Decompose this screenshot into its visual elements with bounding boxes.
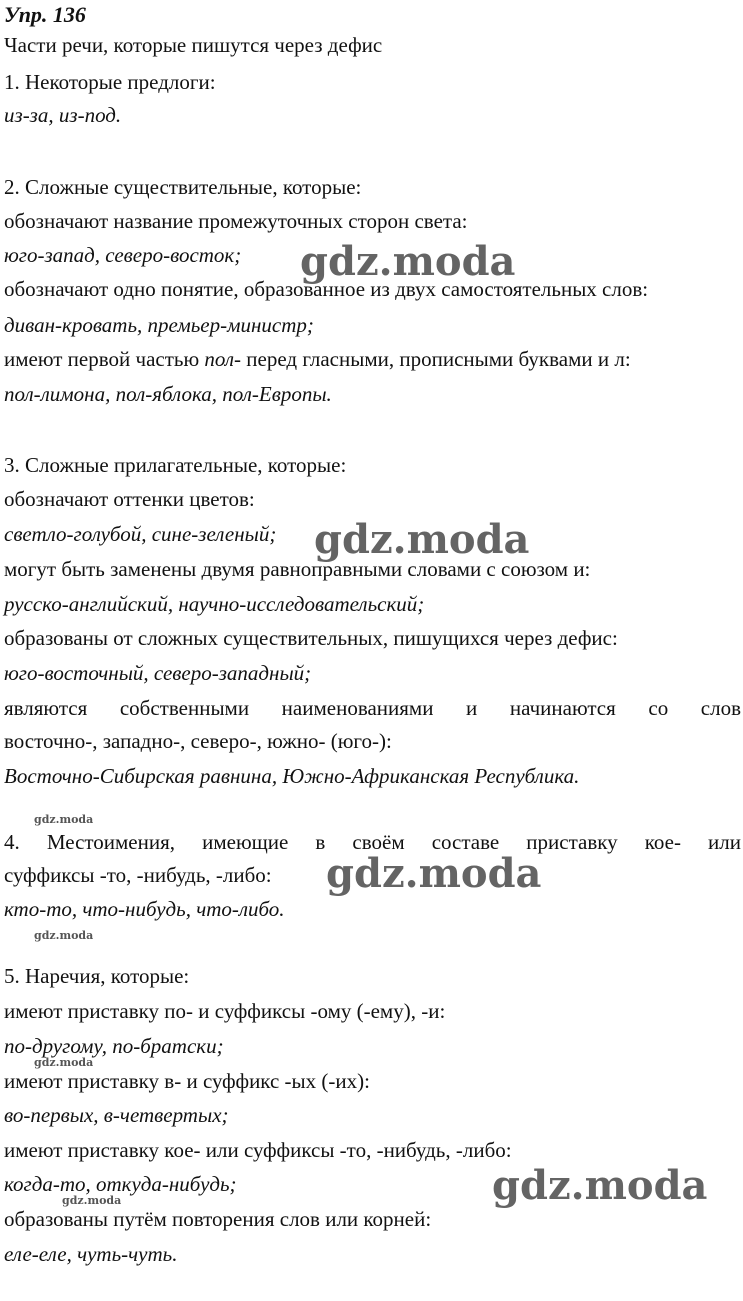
section-5-rule-4: образованы путём повторения слов или корней: bbox=[4, 1207, 432, 1231]
section-5-example-2: во-первых, в-четвертых; bbox=[4, 1103, 229, 1127]
section-2-example-2: диван-кровать, премьер-министр; bbox=[4, 313, 314, 337]
section-3-example-1: светло-голубой, сине-зеленый; bbox=[4, 522, 277, 546]
section-4-header-line-2: суффиксы -то, -нибудь, -либо: bbox=[4, 863, 272, 887]
watermark-small: gdz.moda bbox=[62, 1194, 122, 1207]
section-2-rule-2: обозначают одно понятие, образованное из двух самостоятельных слов: bbox=[4, 277, 649, 301]
watermark-logo: gdz.moda bbox=[300, 238, 516, 285]
section-2-rule-3-pre: имеют первой частью bbox=[4, 347, 205, 371]
watermark-small: gdz.moda bbox=[34, 929, 94, 942]
watermark-small: gdz.moda bbox=[34, 813, 94, 826]
section-2-rule-3-italic: пол- bbox=[204, 347, 242, 371]
section-1-header: 1. Некоторые предлоги: bbox=[4, 70, 216, 94]
section-3-rule-2: могут быть заменены двумя равноправными словами с союзом и: bbox=[4, 557, 591, 581]
watermark-small: gdz.moda bbox=[34, 1056, 94, 1069]
section-2-header: 2. Сложные существительные, которые: bbox=[4, 175, 362, 199]
section-5-example-1: по-другому, по-братски; bbox=[4, 1034, 224, 1058]
section-3-header: 3. Сложные прилагательные, которые: bbox=[4, 453, 347, 477]
watermark-logo: gdz.moda bbox=[326, 850, 542, 897]
section-3-rule-4-line-1: являются собственными наименованиями и начинаются со слов bbox=[4, 696, 741, 720]
section-3-rule-4-line-2: восточно-, западно-, северо-, южно- (юго-): bbox=[4, 729, 392, 753]
watermark-logo: gdz.moda bbox=[314, 516, 530, 563]
section-5-example-4: еле-еле, чуть-чуть. bbox=[4, 1242, 178, 1266]
section-5-rule-2: имеют приставку в- и суффикс -ых (-их): bbox=[4, 1069, 370, 1093]
section-3-rule-1: обозначают оттенки цветов: bbox=[4, 487, 255, 511]
section-2-rule-3 bbox=[4, 346, 631, 372]
section-3-example-2: русско-английский, научно-исследовательский; bbox=[4, 592, 425, 616]
section-5-example-3: когда-то, откуда-нибудь; bbox=[4, 1172, 237, 1196]
section-5-rule-3: имеют приставку кое- или суффиксы -то, -нибудь, -либо: bbox=[4, 1138, 512, 1162]
exercise-title: Упр. 136 bbox=[4, 2, 86, 27]
section-3-rule-3: образованы от сложных существительных, пишущихся через дефис: bbox=[4, 626, 618, 650]
section-1-example: из-за, из-под. bbox=[4, 103, 122, 127]
section-4-example: кто-то, что-нибудь, что-либо. bbox=[4, 897, 285, 921]
section-3-example-3: юго-восточный, северо-западный; bbox=[4, 661, 312, 685]
document-heading: Части речи, которые пишутся через дефис bbox=[4, 33, 383, 57]
section-5-header: 5. Наречия, которые: bbox=[4, 964, 190, 988]
section-2-rule-1: обозначают название промежуточных сторон света: bbox=[4, 209, 468, 233]
section-2-example-3: пол-лимона, пол-яблока, пол-Европы. bbox=[4, 382, 332, 406]
watermark-logo: gdz.moda bbox=[492, 1162, 708, 1209]
section-2-example-1: юго-запад, северо-восток; bbox=[4, 243, 242, 267]
section-2-rule-3-post: перед гласными, прописными буквами и л: bbox=[241, 347, 631, 371]
section-4-header-line-1: 4. Местоимения, имеющие в своём составе приставку кое- или bbox=[4, 830, 741, 854]
section-3-example-4: Восточно-Сибирская равнина, Южно-Африканская Республика. bbox=[4, 764, 580, 788]
section-5-rule-1: имеют приставку по- и суффиксы -ому (-ему), -и: bbox=[4, 999, 446, 1023]
